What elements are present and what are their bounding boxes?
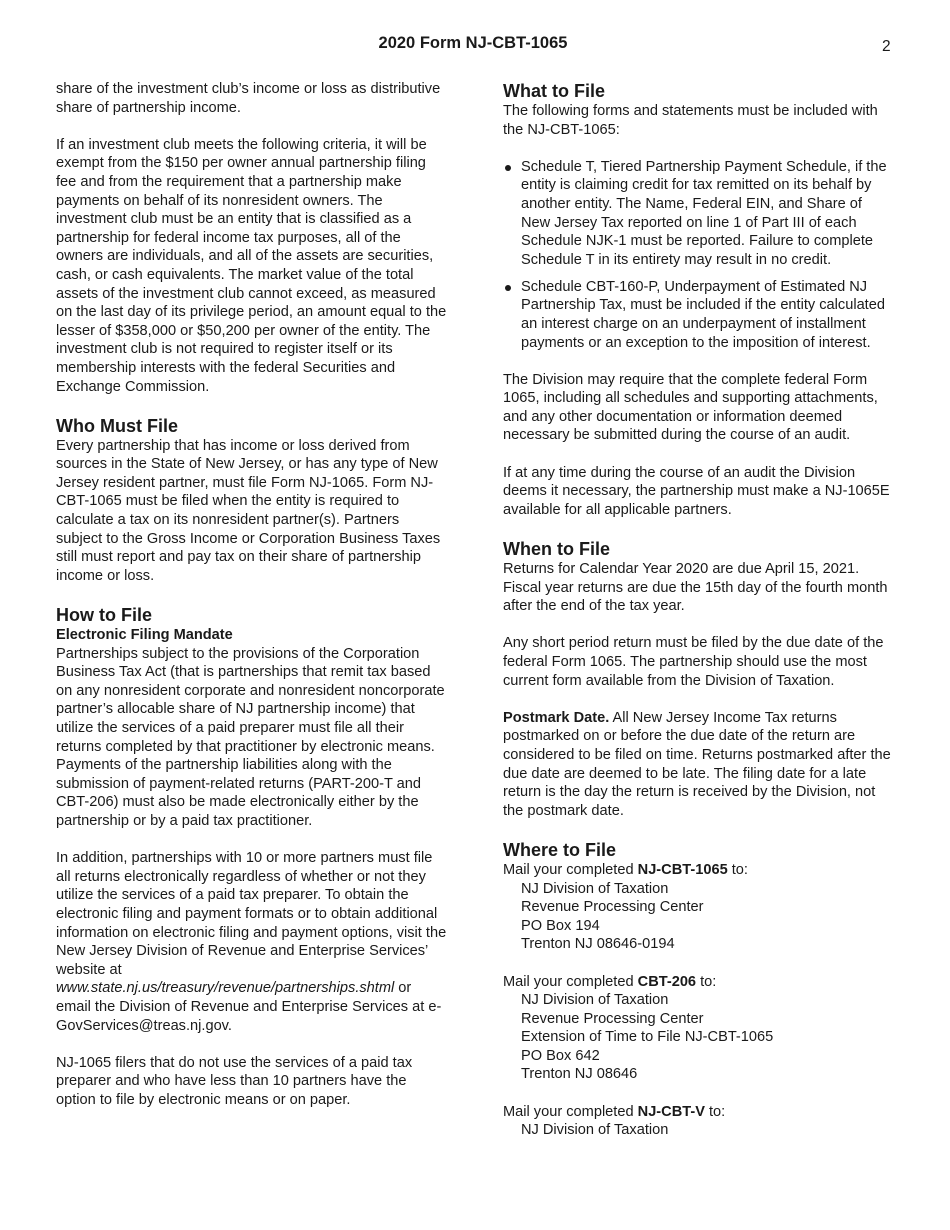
mail-prefix: Mail your completed	[503, 973, 638, 990]
address-line: NJ Division of Taxation	[521, 992, 669, 1009]
list-item: Schedule CBT-160-P, Underpayment of Estimated NJ Partnership Tax, must be included if the entity calculated an interest charge on an underpayment of installment payments or an exception to the imposition of interest.	[503, 278, 895, 352]
address-line: PO Box 194	[521, 917, 600, 934]
mailing-block-nj-cbt-v	[503, 1103, 895, 1140]
electronic-filing-mandate-heading: Electronic Filing Mandate	[56, 627, 233, 644]
address-line: Revenue Processing Center	[521, 899, 704, 916]
required-forms-list	[503, 158, 895, 352]
who-must-file-paragraph: Every partnership that has income or loss derived from sources in the State of New Jersey, or has any type of New Jersey resident partner, must file Form NJ-1065. Form NJ-CBT-1065 must be filed when the entity is required to calculate a tax on its nonresident partner(s). Partners subject to the Gross Income or Corporation Business Taxes still must report and pay tax on their share of partnership income or loss.	[56, 437, 441, 584]
what-to-file-paragraph-2: If at any time during the course of an audit the Division deems it necessary, the partnership must make a NJ-1065E available for all applicable partners.	[503, 464, 890, 518]
page-title: 2020 Form NJ-CBT-1065	[378, 34, 568, 52]
what-to-file-intro: The following forms and statements must be included with the NJ-CBT-1065:	[503, 103, 878, 138]
mailing-block-cbt-206	[503, 973, 895, 1085]
left-column	[56, 80, 448, 1128]
how-to-file-paragraph-2	[56, 849, 448, 1035]
address-line: PO Box 642	[521, 1047, 600, 1064]
who-must-file-heading: Who Must File	[56, 415, 178, 436]
address-line: Trenton NJ 08646	[521, 1066, 638, 1083]
address-line: Revenue Processing Center	[521, 1010, 704, 1027]
mail-prefix: Mail your completed	[503, 1103, 638, 1120]
when-to-file-paragraph-2: Any short period return must be filed by the due date of the federal Form 1065. The partnership should use the most current form available from the Division of Taxation.	[503, 635, 884, 689]
intro-paragraph-2: If an investment club meets the following criteria, it will be exempt from the $150 per owner annual partnership filing fee and from the requirement that a partnership make payments on behalf of its nonresident owners. The investment club must be an entity that is classified as a partnership for federal income tax purposes, all of the owners are individuals, and all of the assets are securities, cash, or cash equivalents. The market value of the total assets of the investment club cannot exceed, as measured on the last day of its privilege period, an amount equal to the lesser of $358,000 or $50,200 per owner of the entity. The investment club is not required to register itself or its membership interests with the federal Securities and Exchange Commission.	[56, 136, 447, 395]
what-to-file-paragraph-1: The Division may require that the complete federal Form 1065, including all schedules and supporting attachments, and any other documentation or information deemed necessary be submitted during the course of an audit.	[503, 371, 878, 444]
mail-form-name: NJ-CBT-V	[637, 1103, 705, 1120]
postmark-text: All New Jersey Income Tax returns postmarked on or before the due date of the return are considered to be filed on time. Returns postmarked after the due date are deemed to be late. The filing date for a late return is the day the return is received by the Division, not the postmark date.	[503, 709, 891, 819]
mail-suffix: to:	[704, 1103, 726, 1120]
mailing-block-nj-cbt-1065	[503, 861, 895, 954]
mail-prefix: Mail your completed	[503, 861, 638, 878]
mail-suffix: to:	[696, 973, 717, 990]
how-to-file-heading: How to File	[56, 605, 152, 626]
address-line: NJ Division of Taxation	[521, 1122, 669, 1139]
how-to-file-paragraph-2-text-b: or email the Division of Revenue and Enterprise Services at e-GovServices@treas.nj.gov.	[56, 980, 442, 1034]
mail-suffix: to:	[727, 861, 748, 878]
mail-form-name: NJ-CBT-1065	[637, 861, 728, 878]
address-line: NJ Division of Taxation	[521, 880, 669, 897]
mail-form-name: CBT-206	[637, 973, 697, 990]
list-item: Schedule T, Tiered Partnership Payment Schedule, if the entity is claiming credit for tax remitted on its behalf by another entity. The Name, Federal EIN, and Share of New Jersey Tax reported on line 1 of Part III of each Schedule NJK-1 must be reported. Failure to complete Schedule T in its entirety may result in no credit.	[503, 158, 895, 270]
what-to-file-heading: What to File	[503, 81, 605, 101]
how-to-file-paragraph-2-text-a: In addition, partnerships with 10 or more partners must file all returns electronically regardless of whether or not they utilize the services of a paid tax preparer. To obtain the electronic filing and payment formats or to obtain additional information on electronic filing and payment options, visit the New Jersey Division of Revenue and Enterprise Services’ website at	[56, 850, 447, 978]
address-line: Extension of Time to File NJ-CBT-1065	[521, 1029, 774, 1046]
how-to-file-paragraph-3: NJ-1065 filers that do not use the services of a paid tax preparer and who have less than 10 partners have the option to file by electronic means or on paper.	[56, 1054, 413, 1108]
mailing-address	[503, 991, 895, 1084]
partnerships-website-link[interactable]: www.state.nj.us/treasury/revenue/partnerships.shtml	[56, 980, 395, 997]
page-number: 2	[882, 38, 891, 55]
address-line: Trenton NJ 08646-0194	[521, 936, 675, 953]
how-to-file-paragraph-1: Partnerships subject to the provisions of the Corporation Business Tax Act (that is partnerships that remit tax based on any nonresident corporate and nonresident noncorporate partner’s allocable share of NJ partnership income) that utilize the services of a paid preparer must file all their returns completed by that practitioner by electronic means. Payments of the partnership liabilities along with the submission of payment-related returns (PART-200-T and CBT-206) must also be made electronically either by the partnership or by a paid tax practitioner.	[56, 645, 445, 829]
right-column	[503, 80, 895, 1158]
mailing-address	[503, 880, 895, 954]
mailing-address	[503, 1121, 895, 1140]
when-to-file-paragraph-1: Returns for Calendar Year 2020 are due April 15, 2021. Fiscal year returns are due the 15th day of the fourth month after the end of the tax year.	[503, 561, 888, 615]
intro-paragraph-1: share of the investment club’s income or loss as distributive share of partnership income.	[56, 81, 441, 116]
postmark-paragraph	[503, 709, 895, 821]
postmark-label: Postmark Date.	[503, 709, 610, 726]
when-to-file-heading: When to File	[503, 539, 610, 560]
where-to-file-heading: Where to File	[503, 839, 617, 860]
